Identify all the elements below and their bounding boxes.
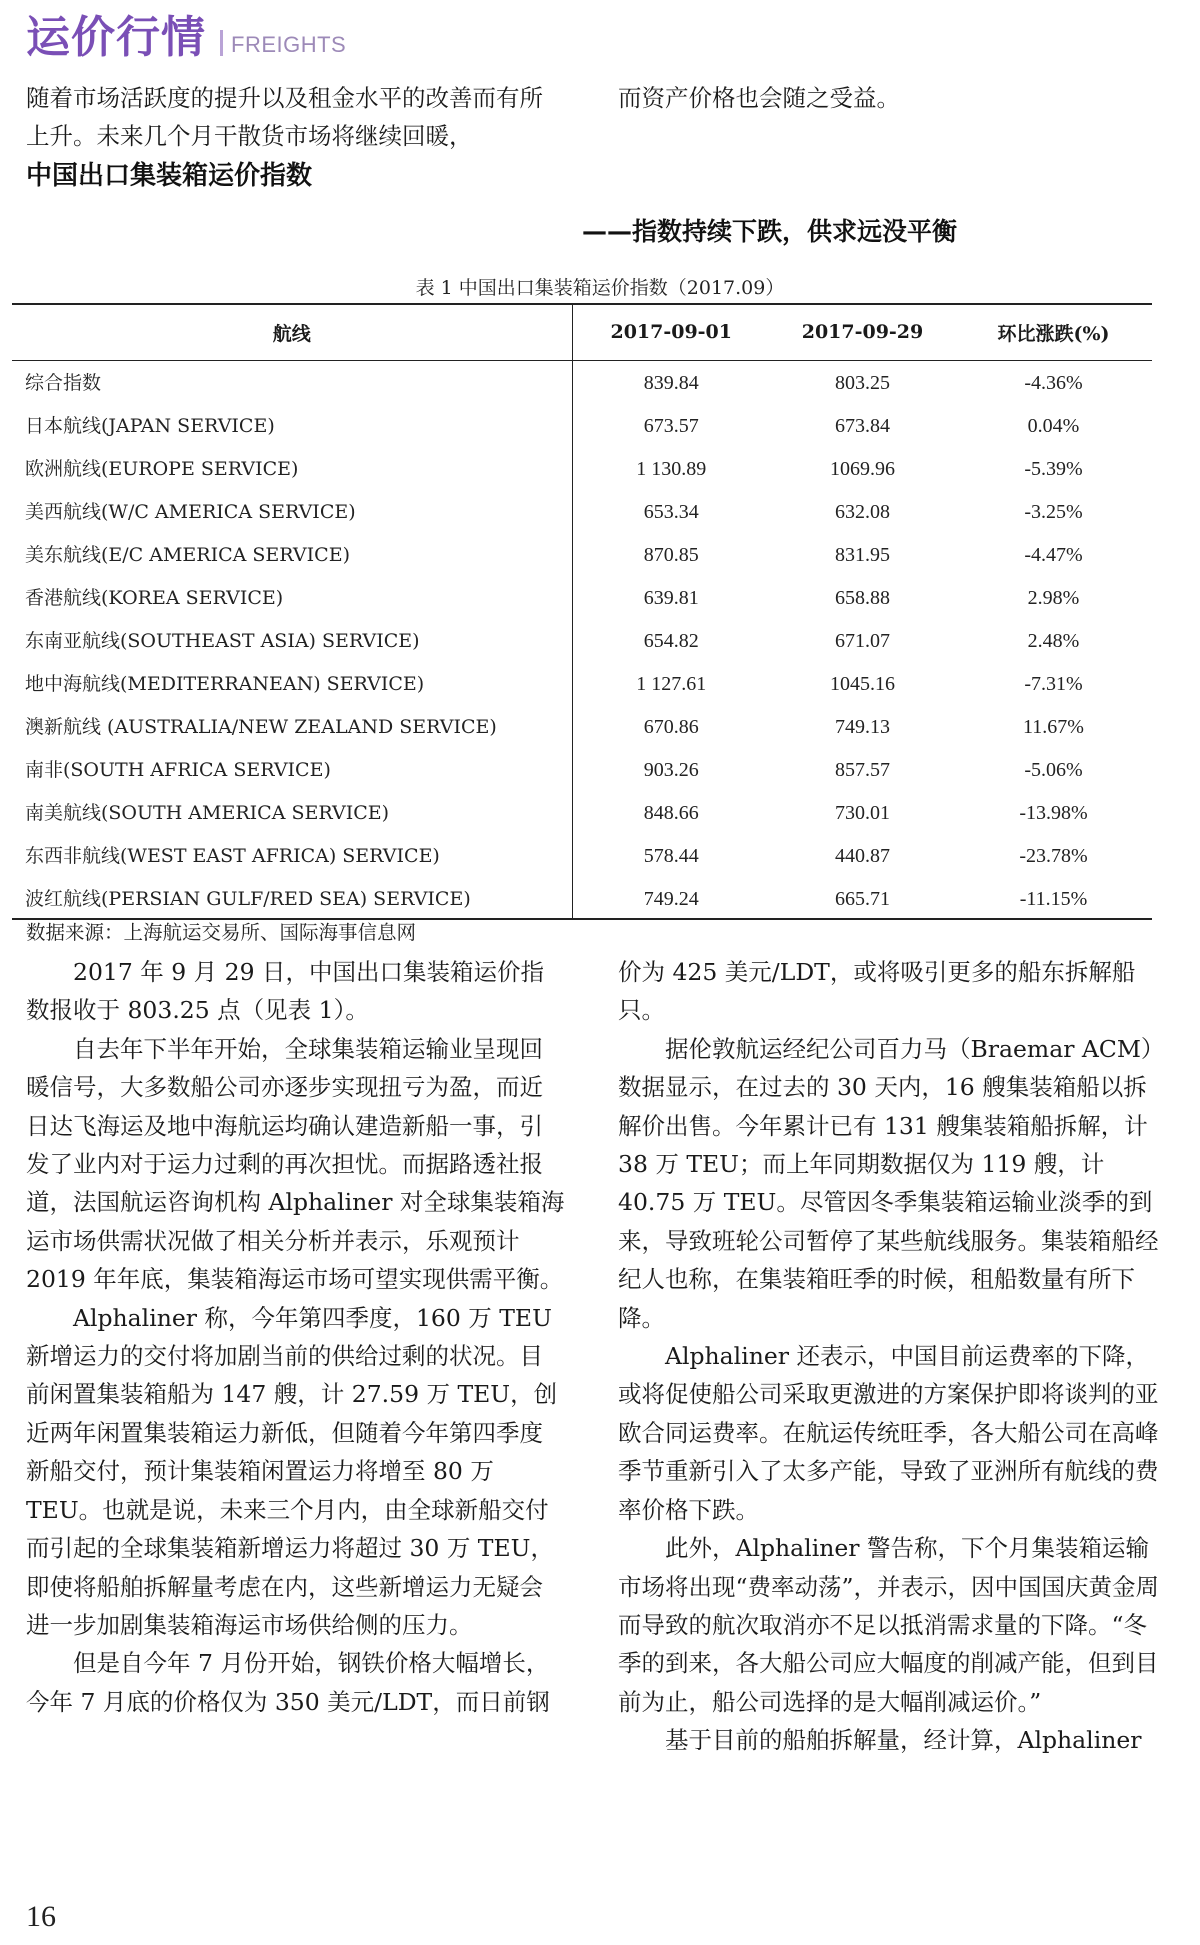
page-number: 16 bbox=[26, 1900, 56, 1933]
value-cell: 665.71 bbox=[770, 876, 955, 919]
header-date1: 2017-09-01 bbox=[572, 304, 770, 360]
route-cell: 香港航线(KOREA SERVICE) bbox=[12, 575, 572, 618]
section-title: 运价行情 bbox=[26, 12, 206, 63]
route-cell: 波红航线(PERSIAN GULF/RED SEA) SERVICE) bbox=[12, 876, 572, 919]
body-paragraph: 2017 年 9 月 29 日，中国出口集装箱运价指数报收于 803.25 点（见表 1）。 bbox=[26, 958, 545, 1025]
route-cell: 东西非航线(WEST EAST AFRICA) SERVICE) bbox=[12, 833, 572, 876]
body-paragraph: 但是自今年 7 月份开始，钢铁价格大幅增长，今年 7 月底的价格仅为 350 美元/LDT，而日前钢 bbox=[26, 1649, 550, 1716]
value-cell: 803.25 bbox=[835, 372, 890, 395]
body-left-column bbox=[26, 953, 566, 1721]
intro-right-column bbox=[618, 79, 1158, 117]
body-paragraph: 价为 425 美元/LDT，或将吸引更多的船东拆解船只。 bbox=[618, 958, 1136, 1025]
table-row bbox=[12, 360, 1152, 403]
body-paragraph: Alphaliner 称，今年第四季度，160 万 TEU 新增运力的交付将加剧当前的供给过剩的状况。目前闲置集装箱船为 147 艘，计 27.59 万 TEU，创近两年闲置集装箱运力新低，但随着今年第四季度新船交付，预计集装箱闲置运力将增至 80 万 TEU。也就是说，未来三个月内，由全球新船交付而引起的全球集装箱新增运力将超过 30 万 TEU，即使将船舶拆解量考虑在内，这些新增运力无疑会进一步加剧集装箱海运市场供给侧的压力。 bbox=[26, 1303, 558, 1639]
change-cell: -5.39% bbox=[1024, 458, 1083, 480]
route-cell: 东南亚航线(SOUTHEAST ASIA) SERVICE) bbox=[12, 618, 572, 661]
change-cell: 0.04% bbox=[1027, 415, 1080, 437]
value-cell: 1069.96 bbox=[830, 458, 895, 480]
body-paragraph: 基于目前的船舶拆解量，经计算，Alphaliner bbox=[665, 1726, 1142, 1755]
table-row bbox=[12, 833, 1152, 876]
route-cell: 综合指数 bbox=[12, 360, 572, 403]
value-cell: 749.13 bbox=[835, 716, 890, 738]
value-cell: 857.57 bbox=[835, 759, 890, 781]
page-header bbox=[26, 8, 346, 64]
value-cell: 673.57 bbox=[643, 415, 699, 437]
value-cell: 673.84 bbox=[835, 415, 890, 437]
value-cell: 658.88 bbox=[835, 587, 890, 609]
value-cell: 653.34 bbox=[643, 501, 699, 523]
header-change: 环比涨跌(%) bbox=[955, 304, 1152, 360]
value-cell: 848.66 bbox=[643, 802, 699, 824]
data-source-note: 数据来源：上海航运交易所、国际海事信息网 bbox=[26, 921, 417, 944]
table-row bbox=[12, 704, 1152, 747]
table-row bbox=[12, 876, 1152, 919]
value-cell: 654.82 bbox=[643, 630, 699, 652]
value-cell: 903.26 bbox=[643, 759, 699, 781]
section-subtitle: FREIGHTS bbox=[231, 32, 347, 57]
table-header-row bbox=[12, 304, 1152, 360]
value-cell: 870.85 bbox=[643, 544, 699, 566]
value-cell: 839.84 bbox=[643, 372, 699, 395]
body-right-column bbox=[618, 953, 1160, 1760]
table-row bbox=[12, 618, 1152, 661]
header-divider bbox=[220, 30, 223, 56]
value-cell: 440.87 bbox=[835, 845, 890, 867]
value-cell: 1 130.89 bbox=[636, 458, 707, 480]
value-cell: 730.01 bbox=[835, 802, 890, 824]
change-cell: -4.47% bbox=[1024, 544, 1083, 566]
table-row bbox=[12, 403, 1152, 446]
table-row bbox=[12, 575, 1152, 618]
change-cell: 2.98% bbox=[1027, 587, 1080, 609]
value-cell: 1 127.61 bbox=[636, 673, 707, 695]
body-paragraph: Alphaliner 还表示，中国目前运费率的下降，或将促使船公司采取更激进的方案保护即将谈判的亚欧合同运费率。在航运传统旺季，各大船公司在高峰季节重新引入了太多产能，导致了亚洲所有航线的费率价格下跌。 bbox=[618, 1342, 1159, 1524]
table-row bbox=[12, 747, 1152, 790]
route-cell: 日本航线(JAPAN SERVICE) bbox=[12, 403, 572, 446]
change-cell: 2.48% bbox=[1027, 630, 1080, 652]
change-cell: -11.15% bbox=[955, 876, 1152, 919]
value-cell: 639.81 bbox=[643, 587, 699, 609]
route-cell: 美东航线(E/C AMERICA SERVICE) bbox=[12, 532, 572, 575]
header-date2: 2017-09-29 bbox=[770, 304, 955, 360]
body-paragraph: 此外，Alphaliner 警告称，下个月集装箱运输市场将出现“费率动荡”，并表示，因中国国庆黄金周而导致的航次取消亦不足以抵消需求量的下降。“冬季的到来，各大船公司应大幅度的削减产能，但到目前为止，船公司选择的是大幅削减运价。” bbox=[618, 1534, 1160, 1716]
route-cell: 欧洲航线(EUROPE SERVICE) bbox=[12, 446, 572, 489]
route-cell: 南美航线(SOUTH AMERICA SERVICE) bbox=[12, 790, 572, 833]
article-heading: 中国出口集装箱运价指数 bbox=[26, 161, 313, 191]
table-row bbox=[12, 532, 1152, 575]
route-cell: 南非(SOUTH AFRICA SERVICE) bbox=[12, 747, 572, 790]
value-cell: 632.08 bbox=[835, 501, 890, 523]
value-cell: 749.24 bbox=[572, 876, 770, 919]
value-cell: 670.86 bbox=[643, 716, 699, 738]
body-paragraph: 自去年下半年开始，全球集装箱运输业呈现回暖信号，大多数船公司亦逐步实现扭亏为盈，而近日达飞海运及地中海航运均确认建造新船一事，引发了业内对于运力过剩的再次担忧。而据路透社报道，法国航运咨询机构 Alphaliner 对全球集装箱海运市场供需状况做了相关分析并表示，乐观预计 2019 年年底，集装箱海运市场可望实现供需平衡。 bbox=[26, 1034, 565, 1294]
intro-left-paragraph: 随着市场活跃度的提升以及租金水平的改善而有所上升。未来几个月干散货市场将继续回暖， bbox=[26, 84, 543, 151]
change-cell: -4.36% bbox=[1024, 372, 1083, 395]
table-row bbox=[12, 790, 1152, 833]
route-cell: 美西航线(W/C AMERICA SERVICE) bbox=[12, 489, 572, 532]
change-cell: -13.98% bbox=[1019, 802, 1088, 824]
table-caption: 表 1 中国出口集装箱运价指数（2017.09） bbox=[415, 277, 785, 299]
change-cell: 11.67% bbox=[1023, 716, 1084, 738]
value-cell: 578.44 bbox=[643, 845, 699, 867]
body-paragraph: 据伦敦航运经纪公司百力马（Braemar ACM）数据显示，在过去的 30 天内，16 艘集装箱船以拆解价出售。今年累计已有 131 艘集装箱船拆解，计 38 万 TEU；而上年同期数据仅为 119 艘，计 40.75 万 TEU。尽管因冬季集装箱运输业淡季的到来，导致班轮公司暂停了某些航线服务。集装箱船经纪人也称，在集装箱旺季的时候，租船数量有所下降。 bbox=[618, 1034, 1159, 1332]
route-cell: 地中海航线(MEDITERRANEAN) SERVICE) bbox=[12, 661, 572, 704]
intro-left-column bbox=[26, 79, 566, 156]
table-row bbox=[12, 661, 1152, 704]
change-cell: -3.25% bbox=[1024, 501, 1083, 523]
article-subheading: ——指数持续下跌，供求远没平衡 bbox=[582, 217, 958, 246]
freight-index-table bbox=[12, 303, 1152, 920]
change-cell: -5.06% bbox=[1024, 759, 1083, 781]
value-cell: 671.07 bbox=[835, 630, 890, 652]
change-cell: -7.31% bbox=[1024, 673, 1083, 695]
change-cell: -23.78% bbox=[1019, 845, 1088, 867]
value-cell: 1045.16 bbox=[830, 673, 895, 695]
table-row bbox=[12, 446, 1152, 489]
table-row bbox=[12, 489, 1152, 532]
value-cell: 831.95 bbox=[835, 544, 890, 566]
header-route: 航线 bbox=[12, 304, 572, 360]
intro-right-paragraph: 而资产价格也会随之受益。 bbox=[618, 84, 900, 112]
route-cell: 澳新航线 (AUSTRALIA/NEW ZEALAND SERVICE) bbox=[12, 704, 572, 747]
